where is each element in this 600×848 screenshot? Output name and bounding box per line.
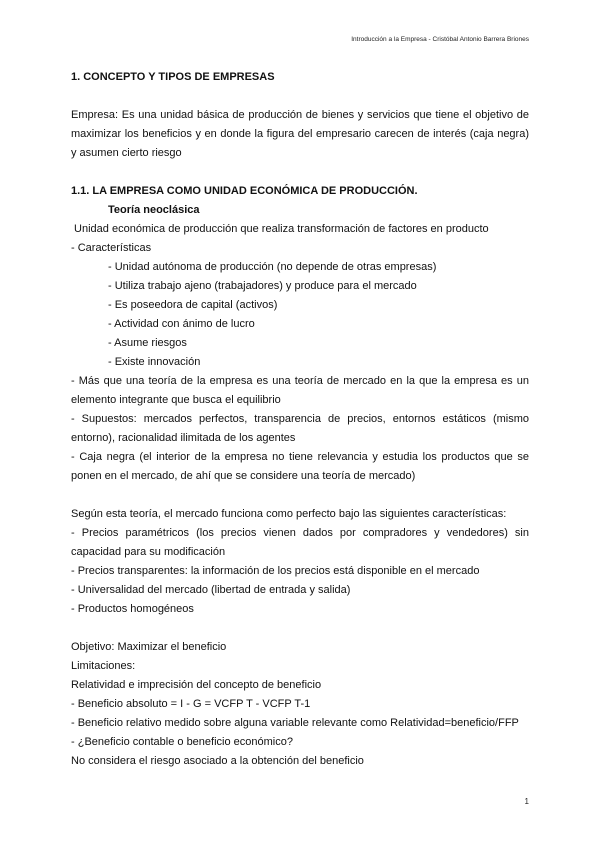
list-item: - Unidad autónoma de producción (no depende de otras empresas): [108, 261, 437, 273]
section-heading-1-1: 1.1. LA EMPRESA COMO UNIDAD ECONÓMICA DE PRODUCCIÓN.: [71, 185, 418, 197]
page-content: [71, 68, 529, 771]
point-paragraph: - Supuestos: mercados perfectos, transparencia de precios, entornos estáticos (mismo entorno), racionalidad ilimitada de los agentes: [71, 413, 529, 444]
empresa-definition: Empresa: Es una unidad básica de producción de bienes y servicios que tiene el objetivo de maximizar los beneficios y en donde la figura del empresario carecen de interés (caja negra) y asumen cierto riesgo: [71, 109, 529, 159]
limitation-line: - ¿Beneficio contable o beneficio económico?: [71, 736, 293, 748]
limitation-line: Relatividad e imprecisión del concepto de beneficio: [71, 679, 322, 691]
list-item: - Actividad con ánimo de lucro: [108, 318, 255, 330]
market-item: - Productos homogéneos: [71, 603, 194, 615]
market-item: - Universalidad del mercado (libertad de entrada y salida): [71, 584, 351, 596]
list-item: - Es poseedora de capital (activos): [108, 299, 278, 311]
list-item: - Existe innovación: [108, 356, 201, 368]
list-item: - Asume riesgos: [108, 337, 187, 349]
limitation-line: No considera el riesgo asociado a la obtención del beneficio: [71, 755, 364, 767]
limitation-line: - Beneficio absoluto = I - G = VCFP T - VCFP T-1: [71, 698, 311, 710]
objective-line: Objetivo: Maximizar el beneficio: [71, 641, 227, 653]
list-item: - Utiliza trabajo ajeno (trabajadores) y produce para el mercado: [108, 280, 417, 292]
subheading-teoria-neoclasica: Teoría neoclásica: [108, 204, 200, 216]
market-intro: Según esta teoría, el mercado funciona como perfecto bajo las siguientes características:: [71, 508, 507, 520]
running-header: Introducción a la Empresa - Cristóbal Antonio Barrera Briones: [351, 36, 529, 43]
intro-line: Unidad económica de producción que realiza transformación de factores en producto: [71, 223, 489, 235]
point-paragraph: - Más que una teoría de la empresa es una teoría de mercado en la que la empresa es un elemento integrante que busca el equilibrio: [71, 375, 529, 406]
characteristics-label: - Características: [71, 242, 152, 254]
page-number: 1: [524, 797, 529, 806]
point-paragraph: - Caja negra (el interior de la empresa no tiene relevancia y estudia los productos que se ponen en el mercado, de ahí que se considere una teoría de mercado): [71, 451, 529, 482]
market-item: - Precios transparentes: la información de los precios está disponible en el mercado: [71, 565, 480, 577]
limitations-label: Limitaciones:: [71, 660, 136, 672]
market-item: - Precios paramétricos (los precios vienen dados por compradores y vendedores) sin capacidad para su modificación: [71, 527, 529, 558]
limitation-line: - Beneficio relativo medido sobre alguna variable relevante como Relatividad=beneficio/FFP: [71, 717, 519, 729]
section-heading-1: 1. CONCEPTO Y TIPOS DE EMPRESAS: [71, 71, 275, 83]
